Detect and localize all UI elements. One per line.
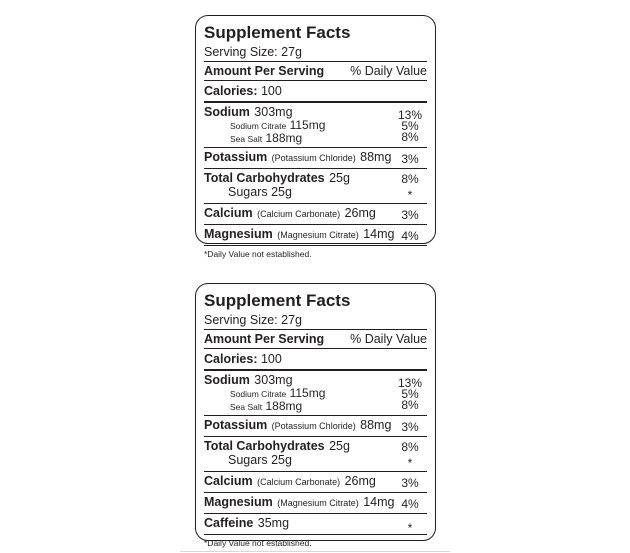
nutrient-name: Sodium Citrate xyxy=(230,389,287,399)
calories-row xyxy=(204,349,427,371)
daily-value: 5% xyxy=(401,119,419,133)
calcium-row xyxy=(204,204,427,225)
sea-salt-line xyxy=(204,400,393,413)
potassium-row xyxy=(204,148,427,169)
amount-per-serving-heading: Amount Per Serving xyxy=(204,64,325,78)
nutrient-name: Magnesium xyxy=(204,227,273,241)
footnote: *Daily Value not established. xyxy=(204,538,312,548)
nutrient-source: (Magnesium Citrate) xyxy=(277,498,359,508)
magnesium-row xyxy=(204,225,427,246)
sea-salt-line xyxy=(204,132,393,145)
nutrient-name: Caffeine xyxy=(204,516,254,530)
nutrient-amount: 26mg xyxy=(344,474,376,488)
nutrient-name: Sodium xyxy=(204,373,250,387)
nutrient-source: (Potassium Chloride) xyxy=(271,421,356,431)
sugars-line xyxy=(204,185,393,199)
daily-value: 13% xyxy=(397,376,423,390)
daily-value: * xyxy=(407,456,413,470)
nutrient-name: Calcium xyxy=(204,474,253,488)
calories-value: 100 xyxy=(260,84,282,98)
supplement-facts-label-2 xyxy=(195,283,436,548)
daily-value: 13% xyxy=(397,108,423,122)
daily-value: * xyxy=(407,521,413,535)
nutrient-amount: 35mg xyxy=(257,516,290,530)
daily-value: 8% xyxy=(401,440,419,454)
daily-value: 5% xyxy=(401,387,419,401)
caffeine-row xyxy=(204,514,427,535)
nutrient-name: Sodium xyxy=(204,105,250,119)
calories-row xyxy=(204,81,427,103)
footnote: *Daily Value not established. xyxy=(204,249,312,259)
label-title: Supplement Facts xyxy=(204,23,351,42)
amount-per-serving-row xyxy=(204,330,427,349)
magnesium-row xyxy=(204,493,427,514)
serving-size: Serving Size: 27g xyxy=(204,44,427,62)
sodium-row xyxy=(204,371,427,416)
potassium-row xyxy=(204,416,427,437)
nutrient-amount: 14mg xyxy=(363,495,395,509)
nutrient-amount: 115mg xyxy=(289,118,326,132)
nutrient-source: (Calcium Carbonate) xyxy=(257,477,341,487)
amount-per-serving-row xyxy=(204,62,427,81)
nutrient-amount: 25g xyxy=(271,453,292,467)
daily-value: 3% xyxy=(401,208,419,222)
nutrient-name: Sugars xyxy=(228,453,268,467)
nutrient-amount: 25g xyxy=(329,439,350,453)
daily-value-heading: % Daily Value xyxy=(350,332,427,346)
daily-value: 8% xyxy=(401,172,419,186)
nutrient-name: Sea Salt xyxy=(230,134,263,144)
calories-value: 100 xyxy=(260,352,282,366)
daily-value: 3% xyxy=(401,152,419,166)
nutrient-amount: 25g xyxy=(271,185,292,199)
nutrient-name: Total Carbohydrates xyxy=(204,439,325,453)
daily-value-heading: % Daily Value xyxy=(350,64,427,78)
carbohydrates-row xyxy=(204,437,427,472)
nutrient-amount: 25g xyxy=(329,171,350,185)
daily-value: 3% xyxy=(401,420,419,434)
amount-per-serving-heading: Amount Per Serving xyxy=(204,332,325,346)
nutrient-amount: 303mg xyxy=(254,105,293,119)
nutrient-source: (Magnesium Citrate) xyxy=(277,230,359,240)
nutrient-name: Total Carbohydrates xyxy=(204,171,325,185)
nutrient-name: Sea Salt xyxy=(230,402,263,412)
daily-value: 4% xyxy=(401,497,419,511)
bottom-divider xyxy=(180,551,450,552)
carbohydrates-row xyxy=(204,169,427,204)
calories-label: Calories: xyxy=(204,352,258,366)
nutrient-name: Magnesium xyxy=(204,495,273,509)
daily-value: 8% xyxy=(401,398,419,412)
nutrient-name: Calcium xyxy=(204,206,253,220)
serving-size: Serving Size: 27g xyxy=(204,312,427,330)
nutrient-name: Sodium Citrate xyxy=(230,121,287,131)
nutrient-amount: 115mg xyxy=(289,386,326,400)
calories-label: Calories: xyxy=(204,84,258,98)
nutrient-amount: 14mg xyxy=(363,227,395,241)
nutrient-amount: 88mg xyxy=(360,150,392,164)
sodium-row xyxy=(204,103,427,148)
daily-value: 3% xyxy=(401,476,419,490)
sugars-line xyxy=(204,453,393,467)
nutrient-amount: 303mg xyxy=(254,373,293,387)
nutrient-amount: 188mg xyxy=(265,131,303,145)
nutrient-source: (Calcium Carbonate) xyxy=(257,209,341,219)
nutrient-amount: 88mg xyxy=(360,418,392,432)
daily-value: 8% xyxy=(401,130,419,144)
nutrient-name: Potassium xyxy=(204,150,268,164)
nutrient-amount: 188mg xyxy=(265,399,303,413)
calcium-row xyxy=(204,472,427,493)
daily-value: 4% xyxy=(401,229,419,243)
daily-value: * xyxy=(407,188,413,202)
supplement-facts-label-1 xyxy=(195,15,436,259)
label-title: Supplement Facts xyxy=(204,291,351,310)
nutrient-name: Sugars xyxy=(228,185,268,199)
nutrient-source: (Potassium Chloride) xyxy=(271,153,356,163)
nutrient-amount: 26mg xyxy=(344,206,376,220)
nutrient-name: Potassium xyxy=(204,418,268,432)
